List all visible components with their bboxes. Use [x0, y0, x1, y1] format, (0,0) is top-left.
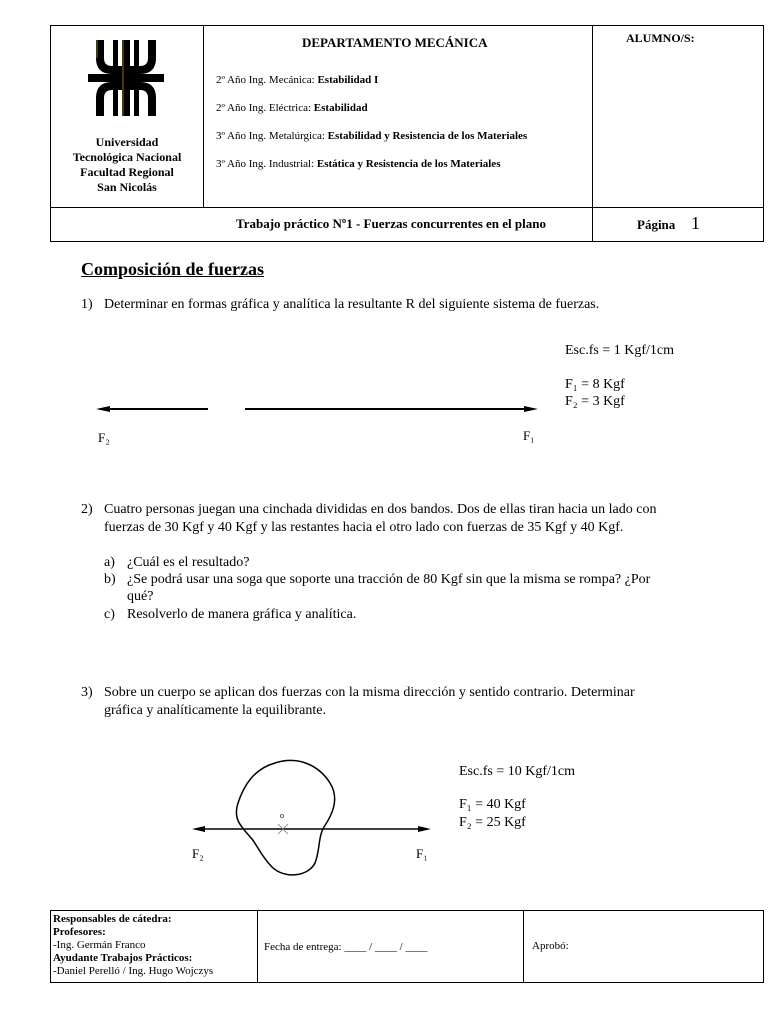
problem2-line1: Cuatro personas juegan una cinchada divididas en dos bandos. Dos de ellas tiran hacia un lado con [104, 502, 657, 517]
footer-ayudantes-names: -Daniel Perelló / Ing. Hugo Wojczys [53, 965, 214, 977]
problem2-a-text: ¿Cuál es el resultado? [127, 555, 250, 570]
course-line-1 [216, 74, 378, 86]
university-line-4: San Nicolás [97, 180, 157, 194]
university-line-2: Tecnológica Nacional [72, 150, 182, 164]
header-divider-left [203, 25, 204, 207]
footer-divider-2 [523, 910, 524, 983]
problem3-scale: Esc.fs = 10 Kgf/1cm [459, 764, 575, 779]
problem2-c-label: c) [104, 607, 115, 622]
course-subject-1: Estabilidad I [317, 74, 379, 86]
problem1-f1-value: F₁ = 8 Kgf [565, 377, 625, 392]
problem3-f1-value: F₁ = 40 Kgf [459, 797, 526, 812]
page-label: Página [637, 217, 676, 232]
problem3-point-label: o [280, 811, 284, 820]
page-number: 1 [691, 213, 700, 233]
tp-title: Trabajo práctico Nº1 - Fuerzas concurrentes en el plano [236, 216, 546, 231]
header-divider-horizontal [50, 207, 764, 208]
problem2-b-text2: qué? [127, 589, 154, 604]
problem2-b-label: b) [104, 572, 116, 587]
utn-logo-icon [86, 38, 166, 118]
course-subject-2: Estabilidad [313, 102, 368, 114]
problem3-line2: gráfica y analíticamente la equilibrante. [104, 703, 326, 718]
problem1-force-diagram [0, 395, 768, 425]
footer-responsables-title: Responsables de cátedra: [53, 913, 172, 925]
problem3-label-f2: F₂ [192, 846, 204, 861]
footer-fecha-entrega: Fecha de entrega: ____ / ____ / ____ [264, 941, 428, 953]
university-name [52, 135, 202, 195]
problem1-label-f1: F₁ [523, 428, 535, 443]
problem2-number: 2) [81, 502, 93, 517]
university-line-1: Universidad [95, 135, 159, 149]
footer-ayudante-title: Ayudante Trabajos Prácticos: [53, 952, 193, 964]
section-title: Composición de fuerzas [81, 259, 264, 279]
problem1-scale: Esc.fs = 1 Kgf/1cm [565, 343, 674, 358]
course-subject-4: Estática y Resistencia de los Materiales [316, 158, 501, 170]
problem3-line1: Sobre un cuerpo se aplican dos fuerzas con la misma dirección y sentido contrario. Determinar [104, 685, 635, 700]
course-prefix-4: 3º Año Ing. Industrial: [216, 158, 317, 170]
problem2-a-label: a) [104, 555, 115, 570]
problem2-b-text1: ¿Se podrá usar una soga que soporte una tracción de 80 Kgf sin que la misma se rompa? ¿Por [127, 572, 651, 587]
rigid-body-outline [236, 760, 334, 874]
problem1-number: 1) [81, 297, 93, 312]
course-line-2 [216, 102, 368, 114]
problem2-line2: fuerzas de 30 Kgf y 40 Kgf y las restantes hacia el otro lado con fuerzas de 35 Kgf y 40 Kgf. [104, 520, 624, 535]
course-line-3 [216, 130, 527, 142]
footer-profesores-title: Profesores: [53, 926, 106, 938]
problem3-body-diagram [180, 755, 450, 885]
force-f2-arrowhead [192, 826, 205, 832]
course-prefix-3: 3º Año Ing. Metalúrgica: [216, 130, 328, 142]
problem1-text: Determinar en formas gráfica y analítica la resultante R del siguiente sistema de fuerzas. [104, 297, 600, 312]
problem2-c-text: Resolverlo de manera gráfica y analítica. [127, 607, 357, 622]
course-prefix-1: 2º Año Ing. Mecánica: [216, 74, 318, 86]
header-divider-right [592, 25, 593, 242]
course-prefix-2: 2º Año Ing. Eléctrica: [216, 102, 314, 114]
course-line-4 [216, 158, 500, 170]
student-label: ALUMNO/S: [626, 31, 695, 45]
force-f1-arrowhead [418, 826, 431, 832]
university-line-3: Facultad Regional [80, 165, 174, 179]
force-f1-arrowhead [524, 406, 538, 412]
force-f2-arrowhead [96, 406, 110, 412]
problem3-number: 3) [81, 685, 93, 700]
problem3-label-f1: F₁ [416, 846, 428, 861]
problem3-f2-value: F₂ = 25 Kgf [459, 815, 526, 830]
problem1-f2-value: F₂ = 3 Kgf [565, 394, 625, 409]
course-subject-3: Estabilidad y Resistencia de los Materiales [327, 130, 528, 142]
problem1-label-f2: F₂ [98, 430, 110, 445]
footer-responsables [53, 913, 255, 978]
footer-divider-1 [257, 910, 258, 983]
department-title: DEPARTAMENTO MECÁNICA [302, 35, 488, 50]
footer-aprobo: Aprobó: [532, 940, 569, 952]
footer-profesor-name: -Ing. Germán Franco [53, 939, 146, 951]
